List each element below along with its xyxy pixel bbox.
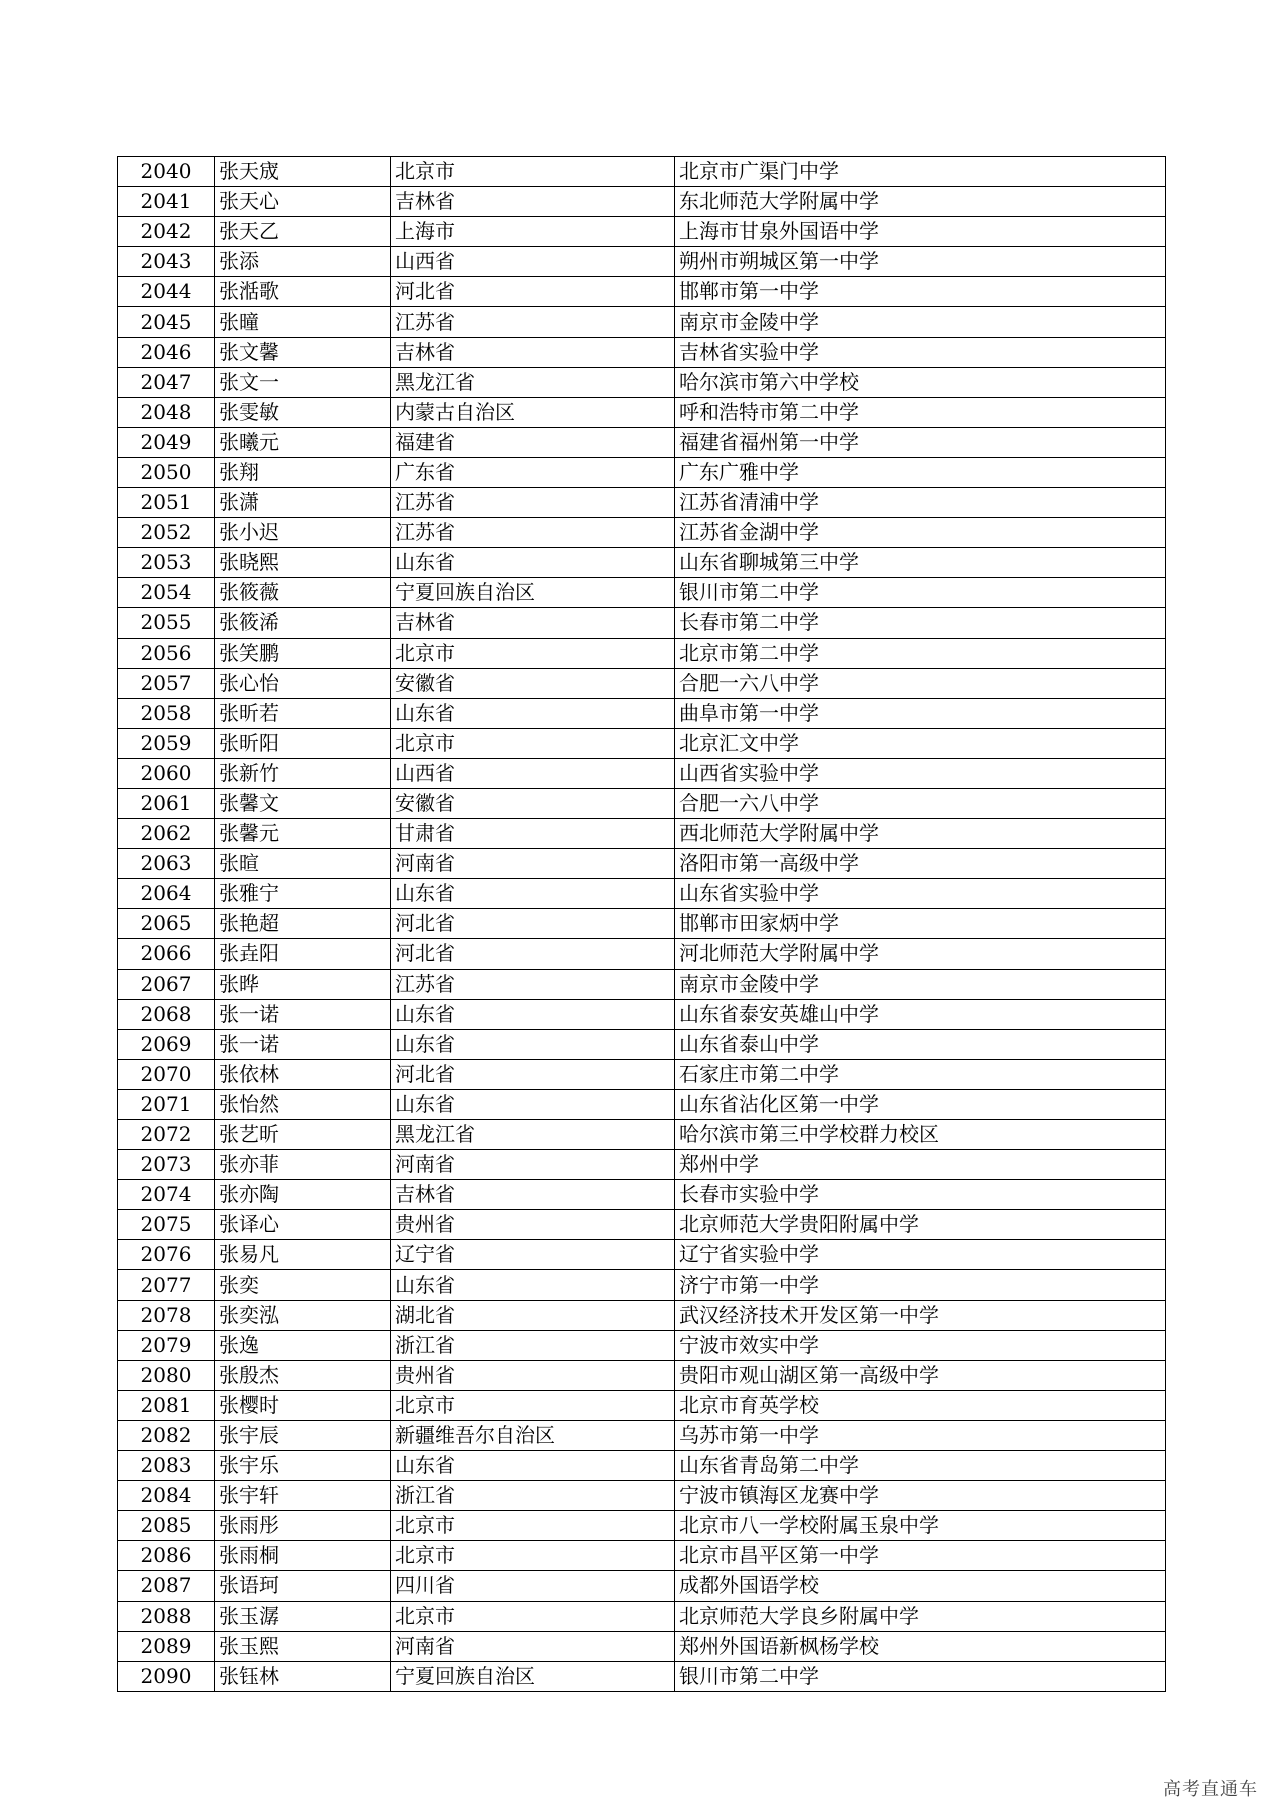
row-number-cell: 2058 (118, 698, 215, 728)
province-cell: 山东省 (391, 1451, 675, 1481)
row-number-cell: 2057 (118, 668, 215, 698)
row-number-cell: 2055 (118, 608, 215, 638)
row-number-cell: 2072 (118, 1120, 215, 1150)
school-cell: 吉林省实验中学 (675, 337, 1166, 367)
table-row (118, 1270, 1166, 1300)
school-cell: 山东省聊城第三中学 (675, 548, 1166, 578)
student-name-cell: 张雨彤 (215, 1511, 391, 1541)
school-cell: 合肥一六八中学 (675, 788, 1166, 818)
table-row (118, 1150, 1166, 1180)
student-name-cell: 张天宬 (215, 157, 391, 187)
table-row (118, 457, 1166, 487)
school-cell: 朔州市朔城区第一中学 (675, 247, 1166, 277)
student-name-cell: 张一诺 (215, 1029, 391, 1059)
table-row (118, 1120, 1166, 1150)
row-number-cell: 2077 (118, 1270, 215, 1300)
school-cell: 哈尔滨市第三中学校群力校区 (675, 1120, 1166, 1150)
row-number-cell: 2074 (118, 1180, 215, 1210)
student-name-cell: 张文馨 (215, 337, 391, 367)
row-number-cell: 2044 (118, 277, 215, 307)
school-cell: 武汉经济技术开发区第一中学 (675, 1300, 1166, 1330)
row-number-cell: 2089 (118, 1631, 215, 1661)
student-name-cell: 张玉潺 (215, 1601, 391, 1631)
student-name-cell: 张文一 (215, 367, 391, 397)
province-cell: 安徽省 (391, 788, 675, 818)
province-cell: 黑龙江省 (391, 1120, 675, 1150)
row-number-cell: 2083 (118, 1451, 215, 1481)
row-number-cell: 2050 (118, 457, 215, 487)
province-cell: 河北省 (391, 939, 675, 969)
table-row (118, 879, 1166, 909)
row-number-cell: 2042 (118, 217, 215, 247)
row-number-cell: 2045 (118, 307, 215, 337)
school-cell: 上海市甘泉外国语中学 (675, 217, 1166, 247)
table-row (118, 849, 1166, 879)
table-row (118, 608, 1166, 638)
student-name-cell: 张樱时 (215, 1390, 391, 1420)
row-number-cell: 2052 (118, 518, 215, 548)
student-name-cell: 张宇乐 (215, 1451, 391, 1481)
province-cell: 广东省 (391, 457, 675, 487)
student-name-cell: 张天乙 (215, 217, 391, 247)
row-number-cell: 2082 (118, 1420, 215, 1450)
table-row (118, 397, 1166, 427)
province-cell: 吉林省 (391, 337, 675, 367)
province-cell: 四川省 (391, 1571, 675, 1601)
province-cell: 河南省 (391, 849, 675, 879)
province-cell: 北京市 (391, 1541, 675, 1571)
province-cell: 浙江省 (391, 1481, 675, 1511)
table-row (118, 939, 1166, 969)
row-number-cell: 2085 (118, 1511, 215, 1541)
school-cell: 山东省青岛第二中学 (675, 1451, 1166, 1481)
school-cell: 北京汇文中学 (675, 728, 1166, 758)
row-number-cell: 2046 (118, 337, 215, 367)
student-name-cell: 张艳超 (215, 909, 391, 939)
row-number-cell: 2080 (118, 1360, 215, 1390)
row-number-cell: 2090 (118, 1661, 215, 1691)
student-name-cell: 张逸 (215, 1330, 391, 1360)
province-cell: 上海市 (391, 217, 675, 247)
province-cell: 湖北省 (391, 1300, 675, 1330)
student-name-cell: 张宇辰 (215, 1420, 391, 1450)
table-row (118, 1601, 1166, 1631)
province-cell: 山东省 (391, 698, 675, 728)
table-row (118, 1330, 1166, 1360)
row-number-cell: 2076 (118, 1240, 215, 1270)
province-cell: 河北省 (391, 909, 675, 939)
watermark-text: 高考直通车 (1163, 1779, 1258, 1800)
row-number-cell: 2087 (118, 1571, 215, 1601)
row-number-cell: 2075 (118, 1210, 215, 1240)
student-name-cell: 张依林 (215, 1059, 391, 1089)
row-number-cell: 2073 (118, 1150, 215, 1180)
province-cell: 新疆维吾尔自治区 (391, 1420, 675, 1450)
province-cell: 山西省 (391, 758, 675, 788)
school-cell: 乌苏市第一中学 (675, 1420, 1166, 1450)
row-number-cell: 2081 (118, 1390, 215, 1420)
table-row (118, 1390, 1166, 1420)
student-name-cell: 张亦陶 (215, 1180, 391, 1210)
student-name-cell: 张亦菲 (215, 1150, 391, 1180)
table-row (118, 217, 1166, 247)
row-number-cell: 2051 (118, 488, 215, 518)
student-name-cell: 张钰林 (215, 1661, 391, 1691)
school-cell: 北京市育英学校 (675, 1390, 1166, 1420)
school-cell: 山东省泰安英雄山中学 (675, 999, 1166, 1029)
row-number-cell: 2049 (118, 427, 215, 457)
row-number-cell: 2079 (118, 1330, 215, 1360)
table-row (118, 187, 1166, 217)
table-row (118, 337, 1166, 367)
province-cell: 吉林省 (391, 608, 675, 638)
school-cell: 成都外国语学校 (675, 1571, 1166, 1601)
school-cell: 邯郸市第一中学 (675, 277, 1166, 307)
row-number-cell: 2078 (118, 1300, 215, 1330)
province-cell: 宁夏回族自治区 (391, 578, 675, 608)
student-name-cell: 张翔 (215, 457, 391, 487)
table-row (118, 728, 1166, 758)
student-name-cell: 张心怡 (215, 668, 391, 698)
school-cell: 北京市第二中学 (675, 638, 1166, 668)
province-cell: 北京市 (391, 638, 675, 668)
school-cell: 呼和浩特市第二中学 (675, 397, 1166, 427)
school-cell: 南京市金陵中学 (675, 969, 1166, 999)
student-name-cell: 张一诺 (215, 999, 391, 1029)
row-number-cell: 2070 (118, 1059, 215, 1089)
student-name-cell: 张晓熙 (215, 548, 391, 578)
row-number-cell: 2054 (118, 578, 215, 608)
school-cell: 石家庄市第二中学 (675, 1059, 1166, 1089)
province-cell: 北京市 (391, 1390, 675, 1420)
school-cell: 银川市第二中学 (675, 1661, 1166, 1691)
student-name-cell: 张馨元 (215, 819, 391, 849)
province-cell: 山东省 (391, 1089, 675, 1119)
school-cell: 东北师范大学附属中学 (675, 187, 1166, 217)
row-number-cell: 2068 (118, 999, 215, 1029)
school-cell: 邯郸市田家炳中学 (675, 909, 1166, 939)
province-cell: 宁夏回族自治区 (391, 1661, 675, 1691)
province-cell: 安徽省 (391, 668, 675, 698)
table-row (118, 247, 1166, 277)
student-name-cell: 张潇 (215, 488, 391, 518)
province-cell: 山东省 (391, 1270, 675, 1300)
table-row (118, 1661, 1166, 1691)
school-cell: 长春市第二中学 (675, 608, 1166, 638)
table-row (118, 1360, 1166, 1390)
student-name-cell: 张天心 (215, 187, 391, 217)
row-number-cell: 2053 (118, 548, 215, 578)
table-row (118, 668, 1166, 698)
table-row (118, 1059, 1166, 1089)
school-cell: 福建省福州第一中学 (675, 427, 1166, 457)
student-name-cell: 张筱薇 (215, 578, 391, 608)
student-name-cell: 张小迟 (215, 518, 391, 548)
row-number-cell: 2088 (118, 1601, 215, 1631)
row-number-cell: 2066 (118, 939, 215, 969)
student-name-cell: 张雨桐 (215, 1541, 391, 1571)
table-row (118, 909, 1166, 939)
table-row (118, 1180, 1166, 1210)
province-cell: 吉林省 (391, 187, 675, 217)
student-roster-table (117, 156, 1166, 1692)
table-row (118, 578, 1166, 608)
row-number-cell: 2064 (118, 879, 215, 909)
student-name-cell: 张昕阳 (215, 728, 391, 758)
student-name-cell: 张殷杰 (215, 1360, 391, 1390)
school-cell: 郑州外国语新枫杨学校 (675, 1631, 1166, 1661)
school-cell: 郑州中学 (675, 1150, 1166, 1180)
student-name-cell: 张雅宁 (215, 879, 391, 909)
table-row (118, 307, 1166, 337)
student-name-cell: 张玉熙 (215, 1631, 391, 1661)
table-row (118, 1631, 1166, 1661)
row-number-cell: 2059 (118, 728, 215, 758)
table-row (118, 758, 1166, 788)
student-name-cell: 张筱浠 (215, 608, 391, 638)
school-cell: 宁波市镇海区龙赛中学 (675, 1481, 1166, 1511)
province-cell: 江苏省 (391, 969, 675, 999)
school-cell: 西北师范大学附属中学 (675, 819, 1166, 849)
table-row (118, 969, 1166, 999)
school-cell: 河北师范大学附属中学 (675, 939, 1166, 969)
school-cell: 曲阜市第一中学 (675, 698, 1166, 728)
table-row (118, 1210, 1166, 1240)
school-cell: 江苏省清浦中学 (675, 488, 1166, 518)
student-name-cell: 张语珂 (215, 1571, 391, 1601)
table-row (118, 1029, 1166, 1059)
row-number-cell: 2063 (118, 849, 215, 879)
school-cell: 山西省实验中学 (675, 758, 1166, 788)
student-name-cell: 张馨文 (215, 788, 391, 818)
province-cell: 河南省 (391, 1150, 675, 1180)
school-cell: 北京师范大学良乡附属中学 (675, 1601, 1166, 1631)
row-number-cell: 2084 (118, 1481, 215, 1511)
student-name-cell: 张曈 (215, 307, 391, 337)
school-cell: 哈尔滨市第六中学校 (675, 367, 1166, 397)
table-row (118, 488, 1166, 518)
table-row (118, 277, 1166, 307)
row-number-cell: 2043 (118, 247, 215, 277)
row-number-cell: 2056 (118, 638, 215, 668)
student-name-cell: 张宇轩 (215, 1481, 391, 1511)
row-number-cell: 2071 (118, 1089, 215, 1119)
province-cell: 山西省 (391, 247, 675, 277)
province-cell: 北京市 (391, 157, 675, 187)
student-name-cell: 张笑鹏 (215, 638, 391, 668)
province-cell: 贵州省 (391, 1360, 675, 1390)
row-number-cell: 2062 (118, 819, 215, 849)
row-number-cell: 2040 (118, 157, 215, 187)
table-row (118, 638, 1166, 668)
table-row (118, 1481, 1166, 1511)
student-name-cell: 张暄 (215, 849, 391, 879)
province-cell: 吉林省 (391, 1180, 675, 1210)
school-cell: 辽宁省实验中学 (675, 1240, 1166, 1270)
province-cell: 辽宁省 (391, 1240, 675, 1270)
student-name-cell: 张奕 (215, 1270, 391, 1300)
school-cell: 北京市昌平区第一中学 (675, 1541, 1166, 1571)
row-number-cell: 2048 (118, 397, 215, 427)
table-row (118, 1451, 1166, 1481)
school-cell: 广东广雅中学 (675, 457, 1166, 487)
student-name-cell: 张新竹 (215, 758, 391, 788)
school-cell: 江苏省金湖中学 (675, 518, 1166, 548)
school-cell: 南京市金陵中学 (675, 307, 1166, 337)
province-cell: 山东省 (391, 548, 675, 578)
student-name-cell: 张昕若 (215, 698, 391, 728)
school-cell: 北京师范大学贵阳附属中学 (675, 1210, 1166, 1240)
province-cell: 河北省 (391, 277, 675, 307)
province-cell: 内蒙古自治区 (391, 397, 675, 427)
table-row (118, 1089, 1166, 1119)
province-cell: 北京市 (391, 1601, 675, 1631)
province-cell: 山东省 (391, 999, 675, 1029)
province-cell: 河南省 (391, 1631, 675, 1661)
row-number-cell: 2069 (118, 1029, 215, 1059)
province-cell: 浙江省 (391, 1330, 675, 1360)
student-name-cell: 张雯敏 (215, 397, 391, 427)
student-name-cell: 张添 (215, 247, 391, 277)
province-cell: 山东省 (391, 1029, 675, 1059)
row-number-cell: 2041 (118, 187, 215, 217)
table-row (118, 427, 1166, 457)
student-name-cell: 张译心 (215, 1210, 391, 1240)
table-row (118, 518, 1166, 548)
school-cell: 山东省沾化区第一中学 (675, 1089, 1166, 1119)
province-cell: 山东省 (391, 879, 675, 909)
province-cell: 江苏省 (391, 307, 675, 337)
student-name-cell: 张易凡 (215, 1240, 391, 1270)
row-number-cell: 2065 (118, 909, 215, 939)
province-cell: 江苏省 (391, 518, 675, 548)
table-row (118, 788, 1166, 818)
province-cell: 贵州省 (391, 1210, 675, 1240)
row-number-cell: 2060 (118, 758, 215, 788)
row-number-cell: 2061 (118, 788, 215, 818)
row-number-cell: 2067 (118, 969, 215, 999)
school-cell: 北京市广渠门中学 (675, 157, 1166, 187)
student-name-cell: 张湉歌 (215, 277, 391, 307)
school-cell: 长春市实验中学 (675, 1180, 1166, 1210)
table-row (118, 1420, 1166, 1450)
province-cell: 江苏省 (391, 488, 675, 518)
school-cell: 合肥一六八中学 (675, 668, 1166, 698)
student-name-cell: 张晔 (215, 969, 391, 999)
table-row (118, 819, 1166, 849)
table-row (118, 1541, 1166, 1571)
row-number-cell: 2047 (118, 367, 215, 397)
school-cell: 山东省实验中学 (675, 879, 1166, 909)
roster-body (118, 157, 1166, 1692)
table-row (118, 1240, 1166, 1270)
table-row (118, 999, 1166, 1029)
school-cell: 山东省泰山中学 (675, 1029, 1166, 1059)
province-cell: 黑龙江省 (391, 367, 675, 397)
school-cell: 银川市第二中学 (675, 578, 1166, 608)
school-cell: 北京市八一学校附属玉泉中学 (675, 1511, 1166, 1541)
table-row (118, 1511, 1166, 1541)
student-name-cell: 张怡然 (215, 1089, 391, 1119)
province-cell: 甘肃省 (391, 819, 675, 849)
table-row (118, 548, 1166, 578)
school-cell: 贵阳市观山湖区第一高级中学 (675, 1360, 1166, 1390)
school-cell: 洛阳市第一高级中学 (675, 849, 1166, 879)
student-name-cell: 张艺昕 (215, 1120, 391, 1150)
province-cell: 河北省 (391, 1059, 675, 1089)
table-row (118, 367, 1166, 397)
school-cell: 济宁市第一中学 (675, 1270, 1166, 1300)
province-cell: 福建省 (391, 427, 675, 457)
student-name-cell: 张奕泓 (215, 1300, 391, 1330)
student-name-cell: 张曦元 (215, 427, 391, 457)
table-row (118, 1300, 1166, 1330)
school-cell: 宁波市效实中学 (675, 1330, 1166, 1360)
student-name-cell: 张垚阳 (215, 939, 391, 969)
province-cell: 北京市 (391, 1511, 675, 1541)
table-row (118, 157, 1166, 187)
table-row (118, 698, 1166, 728)
province-cell: 北京市 (391, 728, 675, 758)
table-row (118, 1571, 1166, 1601)
row-number-cell: 2086 (118, 1541, 215, 1571)
